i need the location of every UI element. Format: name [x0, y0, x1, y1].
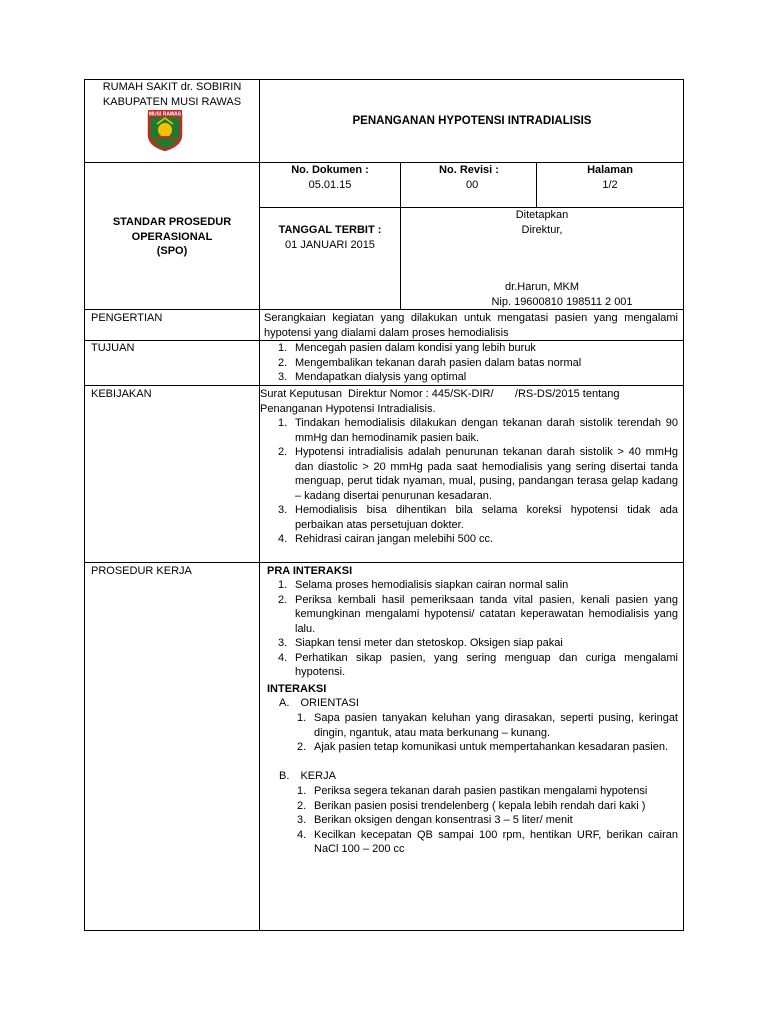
table-border-bottom: [84, 930, 684, 931]
list-text: Kecilkan kecepatan QB sampai 100 rpm, hentikan URF, berikan cairan NaCl 100 – 200 cc: [314, 828, 678, 855]
musi-rawas-logo-icon: [145, 109, 185, 151]
list-number: 2.: [278, 446, 288, 458]
row-divider-tujuan: [84, 385, 684, 386]
orientasi-heading: [279, 696, 359, 711]
kerja-heading: [279, 769, 336, 784]
list-number: 2.: [278, 593, 288, 606]
list-item: [297, 740, 678, 755]
list-text: Periksa kembali hasil pemeriksaan tanda vital pasien, kenali pasien yang kemungkinan mengalami hypotensi/ catatan keperawatan hemodialisis yang lalu.: [295, 593, 678, 635]
list-number: 1.: [278, 579, 288, 591]
tujuan-label: TUJUAN: [91, 342, 135, 354]
kebijakan-intro-line1: Surat Keputusan Direktur Nomor : 445/SK-DIR/ /RS-DS/2015 tentang: [260, 388, 620, 400]
hospital-name: [86, 80, 258, 109]
orientasi-title: ORIENTASI: [300, 697, 359, 709]
document-title: PENANGANAN HYPOTENSI INTRADIALISIS: [352, 115, 592, 127]
direktur-nip: Nip. 19600810 198511 2 001: [491, 295, 633, 308]
pra-interaksi-list: [278, 578, 678, 680]
list-item: [278, 370, 678, 385]
no-dokumen-value: 05.01.15: [308, 179, 352, 191]
list-item: [278, 593, 678, 637]
list-text: Periksa segera tekanan darah pasien pastikan mengalami hypotensi: [314, 785, 648, 797]
list-number: 1.: [278, 342, 288, 354]
no-revisi-label: No. Revisi :: [439, 164, 499, 176]
signature-block: [402, 280, 682, 309]
list-number: 3.: [297, 814, 307, 826]
ditetapkan-text: Ditetapkan: [515, 209, 569, 221]
tanggal-terbit-label: TANGGAL TERBIT :: [278, 224, 382, 236]
list-number: 3.: [278, 637, 288, 649]
list-number: 2.: [278, 356, 288, 369]
spo-line1: STANDAR PROSEDUR: [112, 216, 232, 228]
list-text: Selama proses hemodialisis siapkan cairan normal salin: [295, 579, 569, 591]
list-number: 4.: [278, 651, 288, 664]
list-number: 4.: [297, 828, 307, 841]
spo-label: [86, 215, 258, 259]
list-text: Mendapatkan dialysis yang optimal: [295, 371, 467, 383]
row-divider-spo: [84, 309, 684, 310]
ditetapkan-block: [402, 208, 682, 237]
orientasi-list: [297, 711, 678, 755]
list-text: Hypotensi intradialisis adalah penurunan tekanan darah sistolik > 40 mmHg dan diastolic > 20 mmHg pada saat hemodialisis yang sering disertai tanda menguap, perut tidak nyaman, mual, pusing, pandangan terasa gelap kadang – kadang disertai penurunan kesadaran.: [295, 446, 678, 502]
list-item: [297, 784, 678, 799]
tujuan-list: [278, 341, 678, 385]
list-item: [278, 356, 678, 371]
spo-line2: OPERASIONAL: [131, 230, 213, 243]
row-divider-kebijakan: [84, 562, 684, 563]
table-border-left: [84, 79, 85, 931]
list-text: Perhatikan sikap pasien, yang sering menguap dan curiga mengalami hypotensi.: [295, 651, 678, 678]
list-item: [278, 445, 678, 503]
kebijakan-label: KEBIJAKAN: [91, 388, 152, 400]
list-number: 2.: [297, 799, 307, 812]
spo-line3: (SPO): [156, 245, 188, 257]
tanggal-terbit: [262, 223, 398, 252]
kerja-list: [297, 784, 678, 857]
list-number: 2.: [297, 741, 307, 753]
list-text: Mencegah pasien dalam kondisi yang lebih buruk: [295, 342, 536, 354]
list-number: 3.: [278, 504, 288, 516]
kebijakan-list: [278, 416, 678, 547]
hospital-name-line1: RUMAH SAKIT dr. SOBIRIN: [102, 81, 242, 93]
list-text: Berikan oksigen dengan konsentrasi 3 – 5 liter/ menit: [314, 814, 573, 826]
halaman-value: 1/2: [602, 179, 618, 191]
pengertian-text: Serangkaian kegiatan yang dilakukan untuk mengatasi pasien yang mengalami hypotensi yang dialami dalam proses hemodialisis: [264, 312, 678, 339]
list-item: [278, 651, 678, 680]
pengertian-label: PENGERTIAN: [91, 312, 163, 324]
list-item: [278, 341, 678, 356]
kebijakan-intro: [260, 387, 680, 416]
list-text: Mengembalikan tekanan darah pasien dalam batas normal: [295, 356, 582, 369]
direktur-text: Direktur,: [521, 223, 563, 236]
tanggal-terbit-value: 01 JANUARI 2015: [285, 238, 375, 251]
halaman-label: Halaman: [587, 164, 633, 176]
list-number: 1.: [297, 785, 307, 797]
list-item: [297, 828, 678, 857]
list-item: [278, 416, 678, 445]
hospital-name-line2: KABUPATEN MUSI RAWAS: [102, 95, 242, 108]
kerja-title: KERJA: [300, 770, 336, 782]
section-letter: B.: [279, 770, 290, 782]
list-text: Sapa pasien tanyakan keluhan yang dirasakan, seperti pusing, keringat dingin, ngantuk, atau mata berkunang – kunang.: [314, 712, 678, 739]
list-text: Ajak pasien tetap komunikasi untuk mempertahankan kesadaran pasien.: [314, 741, 669, 753]
list-text: Siapkan tensi meter dan stetoskop. Oksigen siap pakai: [295, 637, 563, 649]
list-item: [278, 578, 678, 593]
no-dokumen-label: No. Dokumen :: [291, 164, 369, 176]
list-item: [278, 532, 678, 547]
list-number: 3.: [278, 371, 288, 383]
list-item: [297, 711, 678, 740]
list-number: 1.: [278, 417, 288, 429]
interaksi-title: INTERAKSI: [267, 683, 327, 695]
list-item: [278, 503, 678, 532]
pra-interaksi-title: PRA INTERAKSI: [267, 565, 353, 577]
list-number: 1.: [297, 712, 307, 724]
direktur-name: dr.Harun, MKM: [505, 281, 579, 293]
list-text: Berikan pasien posisi trendelenberg ( kepala lebih rendah dari kaki ): [314, 799, 646, 812]
list-text: Tindakan hemodialisis dilakukan dengan tekanan darah sistolik terendah 90 mmHg dan hemodinamik pasien baik.: [295, 417, 678, 444]
list-number: 4.: [278, 533, 288, 545]
col-divider-revisi: [536, 162, 537, 208]
list-item: [278, 636, 678, 651]
list-item: [297, 799, 678, 814]
col-divider-dokumen: [400, 162, 401, 309]
list-text: Rehidrasi cairan jangan melebihi 500 cc.: [295, 533, 494, 545]
list-item: [297, 813, 678, 828]
logo-text: MUSI RAWAS: [148, 111, 182, 118]
prosedur-label: PROSEDUR KERJA: [91, 565, 192, 577]
list-text: Hemodialisis bisa dihentikan bila selama koreksi hypotensi tidak ada perbaikan atas persetujuan dokter.: [295, 504, 678, 531]
no-revisi-value: 00: [466, 179, 479, 191]
section-letter: A.: [279, 697, 290, 709]
kebijakan-intro-line2: Penanganan Hypotensi Intradialisis.: [260, 402, 436, 415]
